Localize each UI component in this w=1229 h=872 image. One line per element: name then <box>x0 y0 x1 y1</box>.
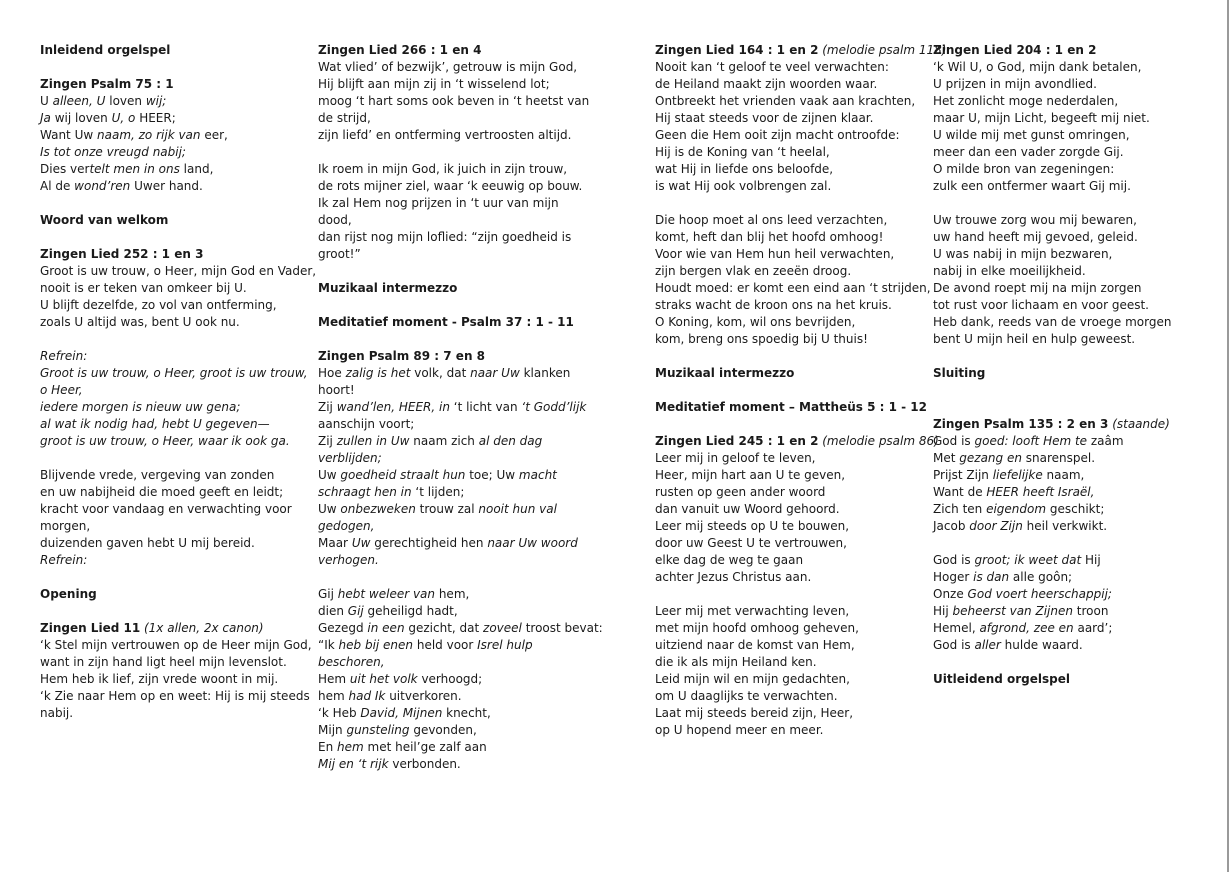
text-line: De avond roept mij na mijn zorgen <box>933 281 1142 295</box>
text-line: Hem heb ik lief, zijn vrede woont in mij. <box>40 672 279 686</box>
section-heading: Zingen Lied 204 : 1 en 2 <box>933 43 1097 57</box>
text-line: Groot is uw trouw, o Heer, mijn God en Vader, <box>40 264 317 278</box>
text-segment: hebt weleer van <box>337 587 436 601</box>
blank-line <box>655 195 907 212</box>
text-segment: troon <box>1072 604 1109 618</box>
text-segment: geheiligd hadt, <box>363 604 458 618</box>
text-segment: zalig is het <box>345 366 411 380</box>
section-heading: Woord van welkom <box>40 213 169 227</box>
text-line <box>933 450 1185 467</box>
text-segment: uitverkoren. <box>385 689 462 703</box>
text-segment: groot; ik weet dat <box>974 553 1082 567</box>
text-segment: is dan <box>973 570 1010 584</box>
text-segment: En <box>318 740 338 754</box>
text-line: die ik als mijn Heiland ken. <box>655 655 817 669</box>
text-segment: Mijn <box>318 723 347 737</box>
text-segment: Met <box>933 451 960 465</box>
text-segment: wij; <box>145 94 167 108</box>
text-segment: gedogen, <box>318 519 375 533</box>
blank-line <box>933 399 1185 416</box>
section-heading: Muzikaal intermezzo <box>655 366 795 380</box>
text-line: Hij staat steeds voor de zijnen klaar. <box>655 111 874 125</box>
text-segment: Mij en ‘t rijk <box>318 757 389 771</box>
text-segment: (melodie psalm 86) <box>818 434 939 448</box>
blank-line <box>40 331 292 348</box>
text-line: Het zonlicht moge nederdalen, <box>933 94 1119 108</box>
blank-line <box>933 195 1185 212</box>
text-segment: gunsteling <box>346 723 410 737</box>
section-heading: Muzikaal intermezzo <box>318 281 458 295</box>
blank-line <box>933 382 1185 399</box>
text-segment: Dies ver <box>40 162 90 176</box>
text-segment: uit het volk <box>349 672 418 686</box>
text-line <box>318 739 570 756</box>
section-heading: Zingen Lied 266 : 1 en 4 <box>318 43 482 57</box>
text-line: nooit is er teken van omkeer bij U. <box>40 281 247 295</box>
text-line: dood, <box>318 213 352 227</box>
section-heading: Zingen Lied 252 : 1 en 3 <box>40 247 204 261</box>
text-line: Leer mij steeds op U te bouwen, <box>655 519 850 533</box>
text-segment: volk, dat <box>410 366 471 380</box>
text-line: U wilde mij met gunst omringen, <box>933 128 1130 142</box>
section-heading: Opening <box>40 587 97 601</box>
text-line: Heer, mijn hart aan U te geven, <box>655 468 846 482</box>
text-line: duizenden gaven hebt U mij bereid. <box>40 536 255 550</box>
text-line <box>933 569 1185 586</box>
text-line: Nooit kan ‘t geloof te veel verwachten: <box>655 60 889 74</box>
text-segment: beheerst van Zijnen <box>952 604 1073 618</box>
text-segment: Uw <box>318 502 341 516</box>
text-line <box>318 586 570 603</box>
text-line: kom, breng ons spoedig bij U thuis! <box>655 332 868 346</box>
text-line: ‘k Stel mijn vertrouwen op de Heer mijn God, <box>40 638 312 652</box>
text-segment: held voor <box>413 638 478 652</box>
text-line <box>318 603 570 620</box>
text-line: Refrein: <box>40 553 88 567</box>
text-line <box>40 144 292 161</box>
text-line: Wat vlied’ of bezwijk’, getrouw is mijn God, <box>318 60 578 74</box>
text-line: al wat ik nodig had, hebt U gegeven— <box>40 417 270 431</box>
text-line <box>933 518 1185 535</box>
text-line <box>933 552 1185 569</box>
text-line: de strijd, <box>318 111 371 125</box>
blank-line <box>655 416 907 433</box>
text-segment: zaâm <box>1087 434 1124 448</box>
section-heading: Meditatief moment - Psalm 37 : 1 - 11 <box>318 315 574 329</box>
text-segment: afgrond, zee en <box>979 621 1074 635</box>
text-line: aanschijn voort; <box>318 417 415 431</box>
text-segment: alle goôn; <box>1009 570 1073 584</box>
text-segment: land, <box>179 162 214 176</box>
text-line: Heb dank, reeds van de vroege morgen <box>933 315 1172 329</box>
text-line <box>318 433 570 450</box>
text-segment: gezicht, dat <box>404 621 484 635</box>
section-heading: Meditatief moment – Mattheüs 5 : 1 - 12 <box>655 400 927 414</box>
text-line <box>318 399 587 416</box>
text-line <box>933 603 1185 620</box>
text-segment: Uw <box>318 468 341 482</box>
text-segment: Zingen Psalm 75 : 1 <box>40 77 174 91</box>
text-line <box>318 654 570 671</box>
text-line: Hij is de Koning van ‘t heelal, <box>655 145 830 159</box>
text-line <box>318 501 570 518</box>
text-segment: Hij <box>1081 553 1101 567</box>
text-line: Hij blijft aan mijn zij in ‘t wisselend lot; <box>318 77 550 91</box>
text-line: o Heer, <box>40 383 83 397</box>
text-line: O milde bron van zegeningen: <box>933 162 1115 176</box>
text-line: komt, heft dan blij het hoofd omhoog! <box>655 230 884 244</box>
text-line: is wat Hij ook volbrengen zal. <box>655 179 832 193</box>
text-line: Houdt moed: er komt een eind aan ‘t strijden, <box>655 281 931 295</box>
text-segment: naar Uw <box>470 366 520 380</box>
text-segment: hem, <box>435 587 470 601</box>
column-2 <box>318 42 603 773</box>
text-segment: Is tot onze vreugd nabij; <box>40 145 186 159</box>
text-line <box>318 756 570 773</box>
text-line: bent U mijn heil en hulp geweest. <box>933 332 1136 346</box>
text-line: uitziend naar de komst van Hem, <box>655 638 855 652</box>
text-line: moog ‘t hart soms ook beven in ‘t heetst van <box>318 94 590 108</box>
text-line: nabij. <box>40 706 74 720</box>
text-segment: wond’ren <box>74 179 131 193</box>
text-line: Refrein: <box>40 349 88 363</box>
blank-line <box>655 382 907 399</box>
text-line <box>318 705 570 722</box>
text-line <box>40 161 292 178</box>
text-line <box>933 467 1185 484</box>
text-line: dan rijst nog mijn loflied: “zijn goedheid is <box>318 230 572 244</box>
text-segment: Zij <box>318 400 337 414</box>
blank-line <box>933 348 1185 365</box>
text-line: zulk een ontfermer waart Gij mij. <box>933 179 1131 193</box>
text-line <box>40 110 292 127</box>
text-segment: Hemel, <box>933 621 980 635</box>
text-line: achter Jezus Christus aan. <box>655 570 812 584</box>
text-line: de Heiland maakt zijn woorden waar. <box>655 77 878 91</box>
text-segment: Hij <box>933 604 953 618</box>
text-segment: Zingen Lied 245 : 1 en 2 <box>655 434 819 448</box>
text-line: nabij in elke moeilijkheid. <box>933 264 1086 278</box>
text-line: U was nabij in mijn bezwaren, <box>933 247 1113 261</box>
text-segment: verblijden; <box>318 451 382 465</box>
text-line: Ik zal Hem nog prijzen in ‘t uur van mijn <box>318 196 559 210</box>
text-segment: beschoren, <box>318 655 385 669</box>
text-line <box>40 127 292 144</box>
text-line: zoals U altijd was, bent U ook nu. <box>40 315 240 329</box>
text-segment: zullen in Uw <box>336 434 410 448</box>
text-segment: HEER heeft Israël, <box>986 485 1095 499</box>
blank-line <box>40 59 292 76</box>
text-segment: God is <box>933 553 975 567</box>
column-3 <box>655 42 947 739</box>
text-line: U blijft dezelfde, zo vol van ontferming, <box>40 298 277 312</box>
text-line: want in zijn hand ligt heel mijn levenslot. <box>40 655 287 669</box>
text-segment: gerechtigheid hen <box>370 536 488 550</box>
text-line: Leer mij met verwachting leven, <box>655 604 850 618</box>
text-segment: loven <box>105 94 146 108</box>
text-segment: Gij <box>347 604 364 618</box>
text-segment: knecht, <box>442 706 491 720</box>
text-line <box>40 93 292 110</box>
text-segment: aard’; <box>1073 621 1113 635</box>
text-segment: aller <box>974 638 1001 652</box>
text-line <box>933 620 1185 637</box>
text-segment: schraagt hen in <box>318 485 412 499</box>
text-line: U prijzen in mijn avondlied. <box>933 77 1097 91</box>
text-line: om U daaglijks te verwachten. <box>655 689 838 703</box>
text-segment: gezang en <box>959 451 1022 465</box>
text-line: iedere morgen is nieuw uw gena; <box>40 400 241 414</box>
text-segment: verbonden. <box>388 757 461 771</box>
text-line <box>318 450 570 467</box>
text-line: maar U, mijn Licht, begeeft mij niet. <box>933 111 1150 125</box>
text-segment: Hem <box>318 672 350 686</box>
text-segment: goedheid straalt hun <box>340 468 466 482</box>
text-line: Laat mij steeds bereid zijn, Heer, <box>655 706 854 720</box>
text-segment: God is <box>933 638 975 652</box>
text-segment: naam, zo rijk van <box>97 128 201 142</box>
text-segment: heil verkwikt. <box>1022 519 1108 533</box>
text-line: Leer mij in geloof te leven, <box>655 451 816 465</box>
text-line: op U hopend meer en meer. <box>655 723 824 737</box>
text-line: zijn liefd’ en ontferming vertroosten altijd. <box>318 128 572 142</box>
text-segment: geschikt; <box>1046 502 1105 516</box>
text-line <box>318 620 603 637</box>
text-segment: door Zijn <box>969 519 1023 533</box>
text-segment: (staande) <box>1108 417 1170 431</box>
text-segment: eer, <box>200 128 228 142</box>
column-4 <box>933 42 1185 688</box>
text-segment: Jacob <box>933 519 970 533</box>
text-segment: God voert heerschappij; <box>967 587 1112 601</box>
text-line: morgen, <box>40 519 91 533</box>
text-segment: met heil’ge zalf aan <box>363 740 487 754</box>
text-segment: goed: looft Hem te <box>974 434 1088 448</box>
section-heading: Uitleidend orgelspel <box>933 672 1070 686</box>
text-line: kracht voor vandaag en verwachting voor <box>40 502 292 516</box>
text-line <box>318 671 570 688</box>
text-segment: Zingen Lied 164 : 1 en 2 <box>655 43 819 57</box>
text-line <box>655 42 947 59</box>
text-line: elke dag de weg te gaan <box>655 553 804 567</box>
text-line <box>318 637 570 654</box>
text-segment: liefelijke <box>992 468 1043 482</box>
blank-line <box>40 603 292 620</box>
section-heading: Zingen Psalm 89 : 7 en 8 <box>318 349 486 363</box>
blank-line <box>318 263 570 280</box>
text-line <box>318 518 570 535</box>
text-segment: onbezweken <box>340 502 416 516</box>
text-segment: Uw <box>351 536 371 550</box>
text-segment: telt men in ons <box>89 162 180 176</box>
text-segment: U, o <box>111 111 136 125</box>
text-line <box>318 722 570 739</box>
text-line: Die hoop moet al ons leed verzachten, <box>655 213 888 227</box>
blank-line <box>318 331 570 348</box>
text-segment: hulde waard. <box>1000 638 1083 652</box>
blank-line <box>933 535 1185 552</box>
text-segment: alleen, U <box>52 94 106 108</box>
text-line: Blijvende vrede, vergeving van zonden <box>40 468 275 482</box>
text-segment: ‘k Heb <box>318 706 361 720</box>
blank-line <box>933 654 1185 671</box>
text-line: meer dan een vader zorgde Gij. <box>933 145 1124 159</box>
text-segment: “Ik <box>318 638 339 652</box>
blank-line <box>40 569 292 586</box>
text-line <box>318 484 570 501</box>
text-segment: Prijst Zijn <box>933 468 993 482</box>
blank-line <box>40 195 292 212</box>
text-segment: Gezegd <box>318 621 368 635</box>
section-heading: Inleidend orgelspel <box>40 43 171 57</box>
text-segment: trouw zal <box>415 502 479 516</box>
text-line: dan vanuit uw Woord gehoord. <box>655 502 840 516</box>
text-segment: Isrel hulp <box>477 638 533 652</box>
text-segment: heb bij enen <box>338 638 414 652</box>
section-heading: Sluiting <box>933 366 986 380</box>
text-segment: had Ik <box>348 689 386 703</box>
text-segment: Hoe <box>318 366 346 380</box>
text-segment: Uwer hand. <box>130 179 203 193</box>
text-segment: naam, <box>1042 468 1085 482</box>
text-line: Leid mijn wil en mijn gedachten, <box>655 672 850 686</box>
text-line: groot!” <box>318 247 361 261</box>
blank-line <box>40 450 292 467</box>
text-line <box>40 76 292 93</box>
text-line: door uw Geest U te vertrouwen, <box>655 536 847 550</box>
text-line: tot rust voor lichaam en voor geest. <box>933 298 1149 312</box>
text-segment: Want de <box>933 485 987 499</box>
text-segment: zoveel <box>483 621 522 635</box>
column-1 <box>40 42 317 722</box>
text-line <box>933 484 1185 501</box>
text-line <box>318 688 570 705</box>
text-segment: (melodie psalm 118) <box>818 43 947 57</box>
text-segment: dien <box>318 604 348 618</box>
text-segment: ‘t lijden; <box>411 485 465 499</box>
text-segment: macht <box>518 468 557 482</box>
text-segment: God is <box>933 434 975 448</box>
text-line <box>318 552 570 569</box>
text-line: met mijn hoofd omhoog geheven, <box>655 621 859 635</box>
text-line <box>933 416 1185 433</box>
text-line <box>40 178 292 195</box>
text-segment: Gij <box>318 587 338 601</box>
text-line <box>933 501 1185 518</box>
text-line: de rots mijner ziel, waar ‘k eeuwig op bouw. <box>318 179 583 193</box>
blank-line <box>318 569 570 586</box>
text-segment: ‘t Godd’lijk <box>521 400 587 414</box>
blank-line <box>318 144 570 161</box>
blank-line <box>655 348 907 365</box>
text-segment: al den dag <box>478 434 543 448</box>
text-line: Geen die Hem ooit zijn macht ontroofde: <box>655 128 900 142</box>
text-line <box>655 433 939 450</box>
text-line: rusten op geen ander woord <box>655 485 826 499</box>
text-line: groot is uw trouw, o Heer, waar ik ook ga. <box>40 434 290 448</box>
text-line: ‘k Zie naar Hem op en weet: Hij is mij steeds <box>40 689 310 703</box>
text-line: Voor wie van Hem hun heil verwachten, <box>655 247 895 261</box>
text-segment: Zij <box>318 434 337 448</box>
text-segment: ‘t licht van <box>449 400 522 414</box>
text-segment: wij loven <box>50 111 112 125</box>
text-segment: Al de <box>40 179 75 193</box>
text-line <box>933 637 1185 654</box>
text-segment: Zingen Psalm 135 : 2 en 3 <box>933 417 1109 431</box>
text-segment: Zingen Lied 11 <box>40 621 141 635</box>
blank-line <box>318 297 570 314</box>
text-segment: troost bevat: <box>521 621 603 635</box>
text-line <box>318 365 570 382</box>
text-line <box>933 586 1185 603</box>
text-segment: klanken <box>519 366 571 380</box>
text-segment: Hoger <box>933 570 974 584</box>
text-line: hoort! <box>318 383 355 397</box>
text-line: zijn bergen vlak en zeeën droog. <box>655 264 852 278</box>
text-segment: verhoogd; <box>417 672 483 686</box>
text-segment: hem <box>337 740 364 754</box>
text-segment: snarenspel. <box>1021 451 1096 465</box>
text-segment: Want Uw <box>40 128 97 142</box>
text-line: Ik roem in mijn God, ik juich in zijn trouw, <box>318 162 568 176</box>
text-line: straks wacht de kroon ons na het kruis. <box>655 298 892 312</box>
text-segment: wand’len, HEER, in <box>336 400 450 414</box>
text-line: Uw trouwe zorg wou mij bewaren, <box>933 213 1137 227</box>
text-line: wat Hij in liefde ons beloofde, <box>655 162 834 176</box>
text-line: O Koning, kom, wil ons bevrijden, <box>655 315 856 329</box>
text-line <box>933 433 1185 450</box>
text-segment: Zich ten <box>933 502 987 516</box>
blank-line <box>655 586 907 603</box>
text-segment: toe; Uw <box>465 468 519 482</box>
text-line: Ontbreekt het vrienden vaak aan krachten, <box>655 94 916 108</box>
text-segment: naar Uw woord <box>487 536 578 550</box>
text-line: Groot is uw trouw, o Heer, groot is uw trouw, <box>40 366 308 380</box>
text-segment: Ja <box>40 111 51 125</box>
text-line <box>318 535 578 552</box>
text-line: uw hand heeft mij gevoed, geleid. <box>933 230 1138 244</box>
text-segment: Onze <box>933 587 968 601</box>
blank-line <box>40 229 292 246</box>
text-segment: nooit hun val <box>478 502 557 516</box>
text-segment: naam zich <box>409 434 479 448</box>
text-segment: hem <box>318 689 349 703</box>
text-segment: HEER; <box>135 111 176 125</box>
text-segment: in een <box>367 621 405 635</box>
text-segment: verhogen. <box>318 553 379 567</box>
text-line: en uw nabijheid die moed geeft en leidt; <box>40 485 284 499</box>
text-segment: David, Mijnen <box>360 706 443 720</box>
text-segment: eigendom <box>986 502 1047 516</box>
text-segment: gevonden, <box>409 723 477 737</box>
text-line <box>40 620 292 637</box>
text-line: ‘k Wil U, o God, mijn dank betalen, <box>933 60 1142 74</box>
text-segment: U <box>40 94 53 108</box>
text-segment: Maar <box>318 536 352 550</box>
text-segment: (1x allen, 2x canon) <box>140 621 264 635</box>
text-line <box>318 467 570 484</box>
